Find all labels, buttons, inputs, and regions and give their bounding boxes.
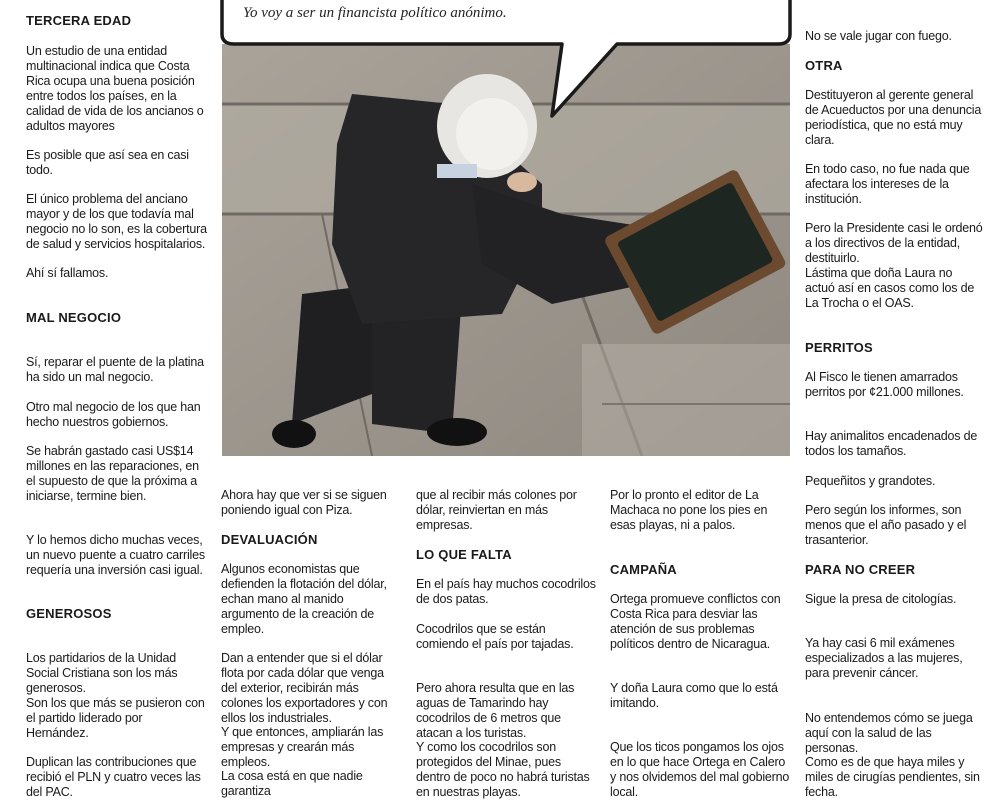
paragraph: No se vale jugar con fuego. — [805, 29, 952, 43]
paragraph: Que los ticos pongamos los ojos en lo que hace Ortega en Calero y nos olvidemos del mal gobierno local. — [610, 740, 790, 799]
heading-generosos: GENEROSOS — [26, 606, 112, 621]
heading-campana: CAMPAÑA — [610, 562, 677, 577]
speech-bubble-text: Yo voy a ser un financista político anónimo. — [243, 5, 507, 21]
paragraph: Sigue la presa de citologías. — [805, 592, 957, 606]
paragraph: Y doña Laura como que lo está imitando. — [610, 681, 778, 710]
paragraph: Ahí sí fallamos. — [26, 266, 109, 280]
paragraph: Un estudio de una entidad multinacional indica que Costa Rica ocupa una buena posición entre todos los países, en la calidad de vida de los ancianos o adultos mayores — [26, 44, 204, 133]
paragraph: No entendemos cómo se juega aquí con la salud de las personas. — [805, 711, 973, 755]
heading-mal-negocio: MAL NEGOCIO — [26, 310, 122, 325]
paragraph: En el país hay muchos cocodrilos de dos patas. — [416, 577, 596, 606]
paragraph: Son los que más se pusieron con el partido liderado por Hernández. — [26, 696, 205, 740]
paragraph: que al recibir más colones por dólar, reinviertan en más empresas. — [416, 488, 577, 532]
paragraph: Ahora hay que ver si se siguen poniendo igual con Piza. — [221, 488, 387, 517]
paragraph: Destituyeron al gerente general de Acueductos por una denuncia periodística, que no está muy clara. — [805, 88, 982, 147]
heading-tercera-edad: TERCERA EDAD — [26, 13, 132, 28]
paragraph: Ya hay casi 6 mil exámenes especializados a las mujeres, para prevenir cáncer. — [805, 636, 963, 680]
paragraph: Es posible que así sea en casi todo. — [26, 148, 189, 177]
paragraph: Pequeñitos y grandotes. — [805, 474, 936, 488]
heading-para-no-creer: PARA NO CREER — [805, 562, 916, 577]
heading-lo-que-falta: LO QUE FALTA — [416, 547, 512, 562]
paragraph: Ortega promueve conflictos con Costa Rica para desviar las atención de sus problemas políticos dentro de Nicaragua. — [610, 592, 781, 651]
paragraph: Pero la Presidente casi le ordenó a los directivos de la entidad, destituirlo. — [805, 221, 983, 265]
paragraph: Por lo pronto el editor de La Machaca no pone los pies en esas playas, ni a palos. — [610, 488, 768, 532]
paragraph: Hay animalitos encadenados de todos los tamaños. — [805, 429, 978, 458]
paragraph: Como es de que haya miles y miles de cirugías pendientes, sin fecha. — [805, 755, 980, 799]
paragraph: Duplican las contribuciones que recibió el PLN y cuatro veces las del PAC. — [26, 755, 201, 799]
paragraph: En todo caso, no fue nada que afectara los intereses de la institución. — [805, 162, 970, 206]
paragraph: Otro mal negocio de los que han hecho nuestros gobiernos. — [26, 400, 201, 429]
paragraph: Sí, reparar el puente de la platina ha sido un mal negocio. — [26, 355, 204, 384]
paragraph: Y lo hemos dicho muchas veces, un nuevo puente a cuatro carriles requería una inversión casi igual. — [26, 533, 205, 577]
paragraph: Y que entonces, ampliarán las empresas y crearán más empleos. — [221, 725, 384, 769]
paragraph: La cosa está en que nadie garantiza — [221, 769, 363, 798]
paragraph: Cocodrilos que se están comiendo el país por tajadas. — [416, 622, 574, 651]
paragraph: Los partidarios de la Unidad Social Cristiana son los más generosos. — [26, 651, 178, 695]
paragraph: Pero ahora resulta que en las aguas de Tamarindo hay cocodrilos de 6 metros que atacan a los turistas. — [416, 681, 575, 740]
paragraph: Se habrán gastado casi US$14 millones en las reparaciones, en el supuesto de que la próxima a iniciarse, termine bien. — [26, 444, 199, 503]
paragraph: Al Fisco le tienen amarrados perritos por ¢21.000 millones. — [805, 370, 964, 399]
paragraph: El único problema del anciano mayor y de los que todavía mal negocio no lo son, es la cobertura de salud y servicios hospitalarios. — [26, 192, 207, 251]
paragraph: Lástima que doña Laura no actuó así en casos como los de La Trocha o el OAS. — [805, 266, 975, 310]
paragraph: Dan a entender que si el dólar flota por cada dólar que venga del exterior, recibirán más colones los exportadores y con ellos los industriales. — [221, 651, 388, 725]
heading-perritos: PERRITOS — [805, 340, 873, 355]
paragraph: Pero según los informes, son menos que el año pasado y el trasanterior. — [805, 503, 967, 547]
heading-otra: OTRA — [805, 58, 843, 73]
paragraph: Y como los cocodrilos son protegidos del Minae, pues dentro de poco no habrá turistas en nuestras playas. — [416, 740, 590, 799]
heading-devaluacion: DEVALUACIÓN — [221, 532, 318, 547]
paragraph: Algunos economistas que defienden la flotación del dólar, echan mano al manido argumento de la creación de empleo. — [221, 562, 387, 636]
